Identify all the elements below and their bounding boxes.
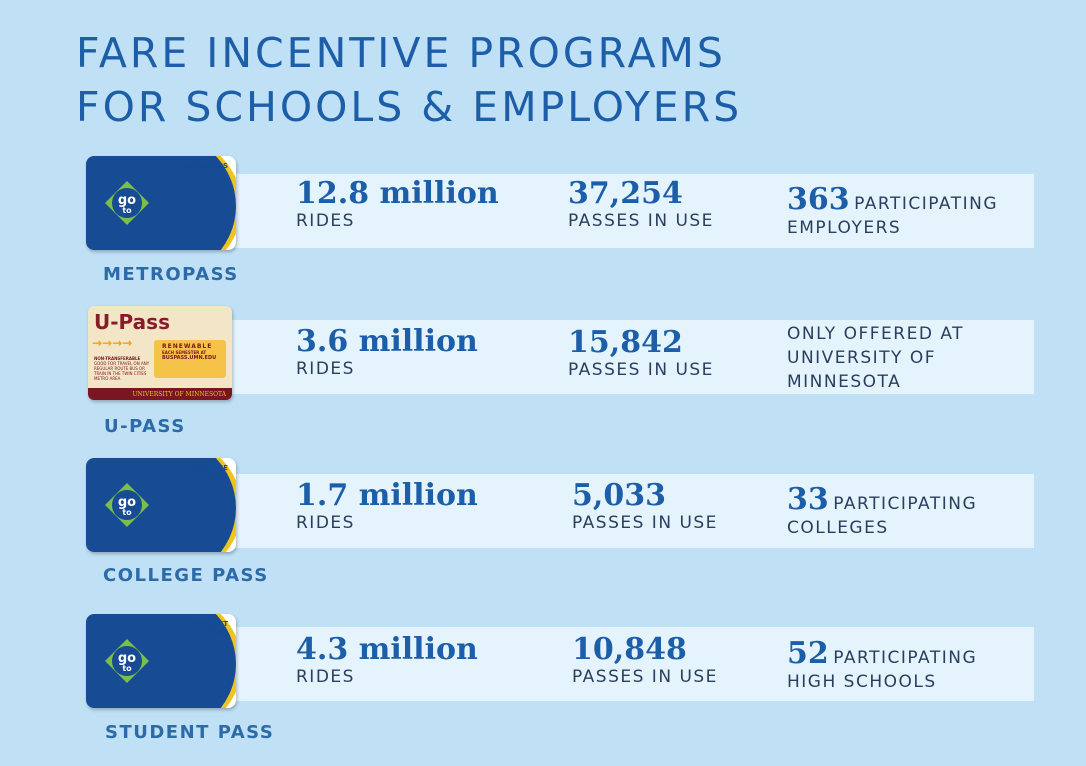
passes-stat [572, 480, 718, 534]
program-row-college-pass [0, 454, 1086, 594]
title-line-2: FOR SCHOOLS & EMPLOYERS [76, 83, 743, 131]
note-line-2: UNIVERSITY OF [787, 348, 936, 368]
student-pass-card [86, 614, 236, 708]
participants-type: COLLEGES [787, 518, 889, 538]
card-label: COLLEGE PASS [192, 464, 228, 480]
passes-label: PASSES IN USE [572, 667, 718, 687]
svg-text:to: to [122, 508, 132, 517]
program-name: METROPASS [103, 264, 239, 285]
rides-value: 1.7 million [296, 478, 478, 513]
rides-stat [296, 326, 478, 380]
program-row-upass [0, 300, 1086, 440]
passes-stat [568, 178, 714, 232]
card-label: STUDENT PASS [191, 620, 228, 636]
program-row-student-pass [0, 610, 1086, 750]
participants-label: PARTICIPATING [833, 494, 978, 514]
goto-logo-icon [102, 178, 152, 228]
participants-value: 52 [787, 636, 829, 671]
participants-label: PARTICIPATING [833, 648, 978, 668]
svg-text:to: to [122, 206, 132, 215]
program-name: STUDENT PASS [105, 722, 275, 743]
rides-value: 12.8 million [296, 176, 499, 211]
svg-text:to: to [122, 664, 132, 673]
program-row-metropass [0, 152, 1086, 292]
participants-stat [787, 182, 998, 239]
rides-stat [296, 480, 478, 534]
note-line-3: MINNESOTA [787, 372, 902, 392]
participants-value: 363 [787, 182, 850, 217]
passes-value: 5,033 [572, 478, 666, 513]
program-name: COLLEGE PASS [103, 565, 269, 586]
participants-type: EMPLOYERS [787, 218, 902, 238]
rides-label: RIDES [296, 359, 355, 379]
goto-logo-icon [102, 636, 152, 686]
svg-text:go: go [117, 495, 137, 510]
college-pass-card [86, 458, 236, 552]
participants-type: HIGH SCHOOLS [787, 672, 937, 692]
passes-label: PASSES IN USE [568, 211, 714, 231]
page-title [76, 26, 742, 134]
upass-card-logo: U-Pass [94, 310, 170, 334]
program-name: U-PASS [104, 416, 186, 437]
upass-tag-text: RENEWABLE EACH SEMESTER AT BUSPASS.UMN.EDU [162, 343, 217, 361]
participants-value: 33 [787, 482, 829, 517]
upass-fine-print: NON-TRANSFERABLE GOOD FOR TRAVEL ON ANY REGULAR ROUTE BUS OR TRAIN IN THE TWIN CITIES METRO AREA [94, 356, 150, 381]
svg-text:go: go [117, 193, 137, 208]
card-label: METROPASS [180, 162, 228, 170]
passes-value: 15,842 [568, 325, 683, 360]
passes-value: 37,254 [568, 176, 683, 211]
participants-stat [787, 636, 977, 693]
participants-stat [787, 482, 977, 539]
rides-label: RIDES [296, 211, 355, 231]
passes-value: 10,848 [572, 632, 687, 667]
rides-stat [296, 634, 478, 688]
passes-stat [568, 327, 714, 381]
svg-text:go: go [117, 651, 137, 666]
goto-logo-icon [102, 480, 152, 530]
rides-label: RIDES [296, 667, 355, 687]
passes-label: PASSES IN USE [568, 360, 714, 380]
rides-value: 4.3 million [296, 632, 478, 667]
participants-label: PARTICIPATING [854, 194, 998, 214]
metropass-card [86, 156, 236, 250]
rides-label: RIDES [296, 513, 355, 533]
passes-stat [572, 634, 718, 688]
title-line-1: FARE INCENTIVE PROGRAMS [76, 29, 726, 77]
rides-stat [296, 178, 499, 232]
upass-footer-text: UNIVERSITY OF MINNESOTA [132, 391, 226, 398]
arrows-icon: →→→→ [92, 336, 133, 350]
note-line-1: ONLY OFFERED AT [787, 324, 965, 344]
rides-value: 3.6 million [296, 324, 478, 359]
passes-label: PASSES IN USE [572, 513, 718, 533]
availability-note [787, 322, 964, 394]
upass-card [88, 306, 232, 400]
